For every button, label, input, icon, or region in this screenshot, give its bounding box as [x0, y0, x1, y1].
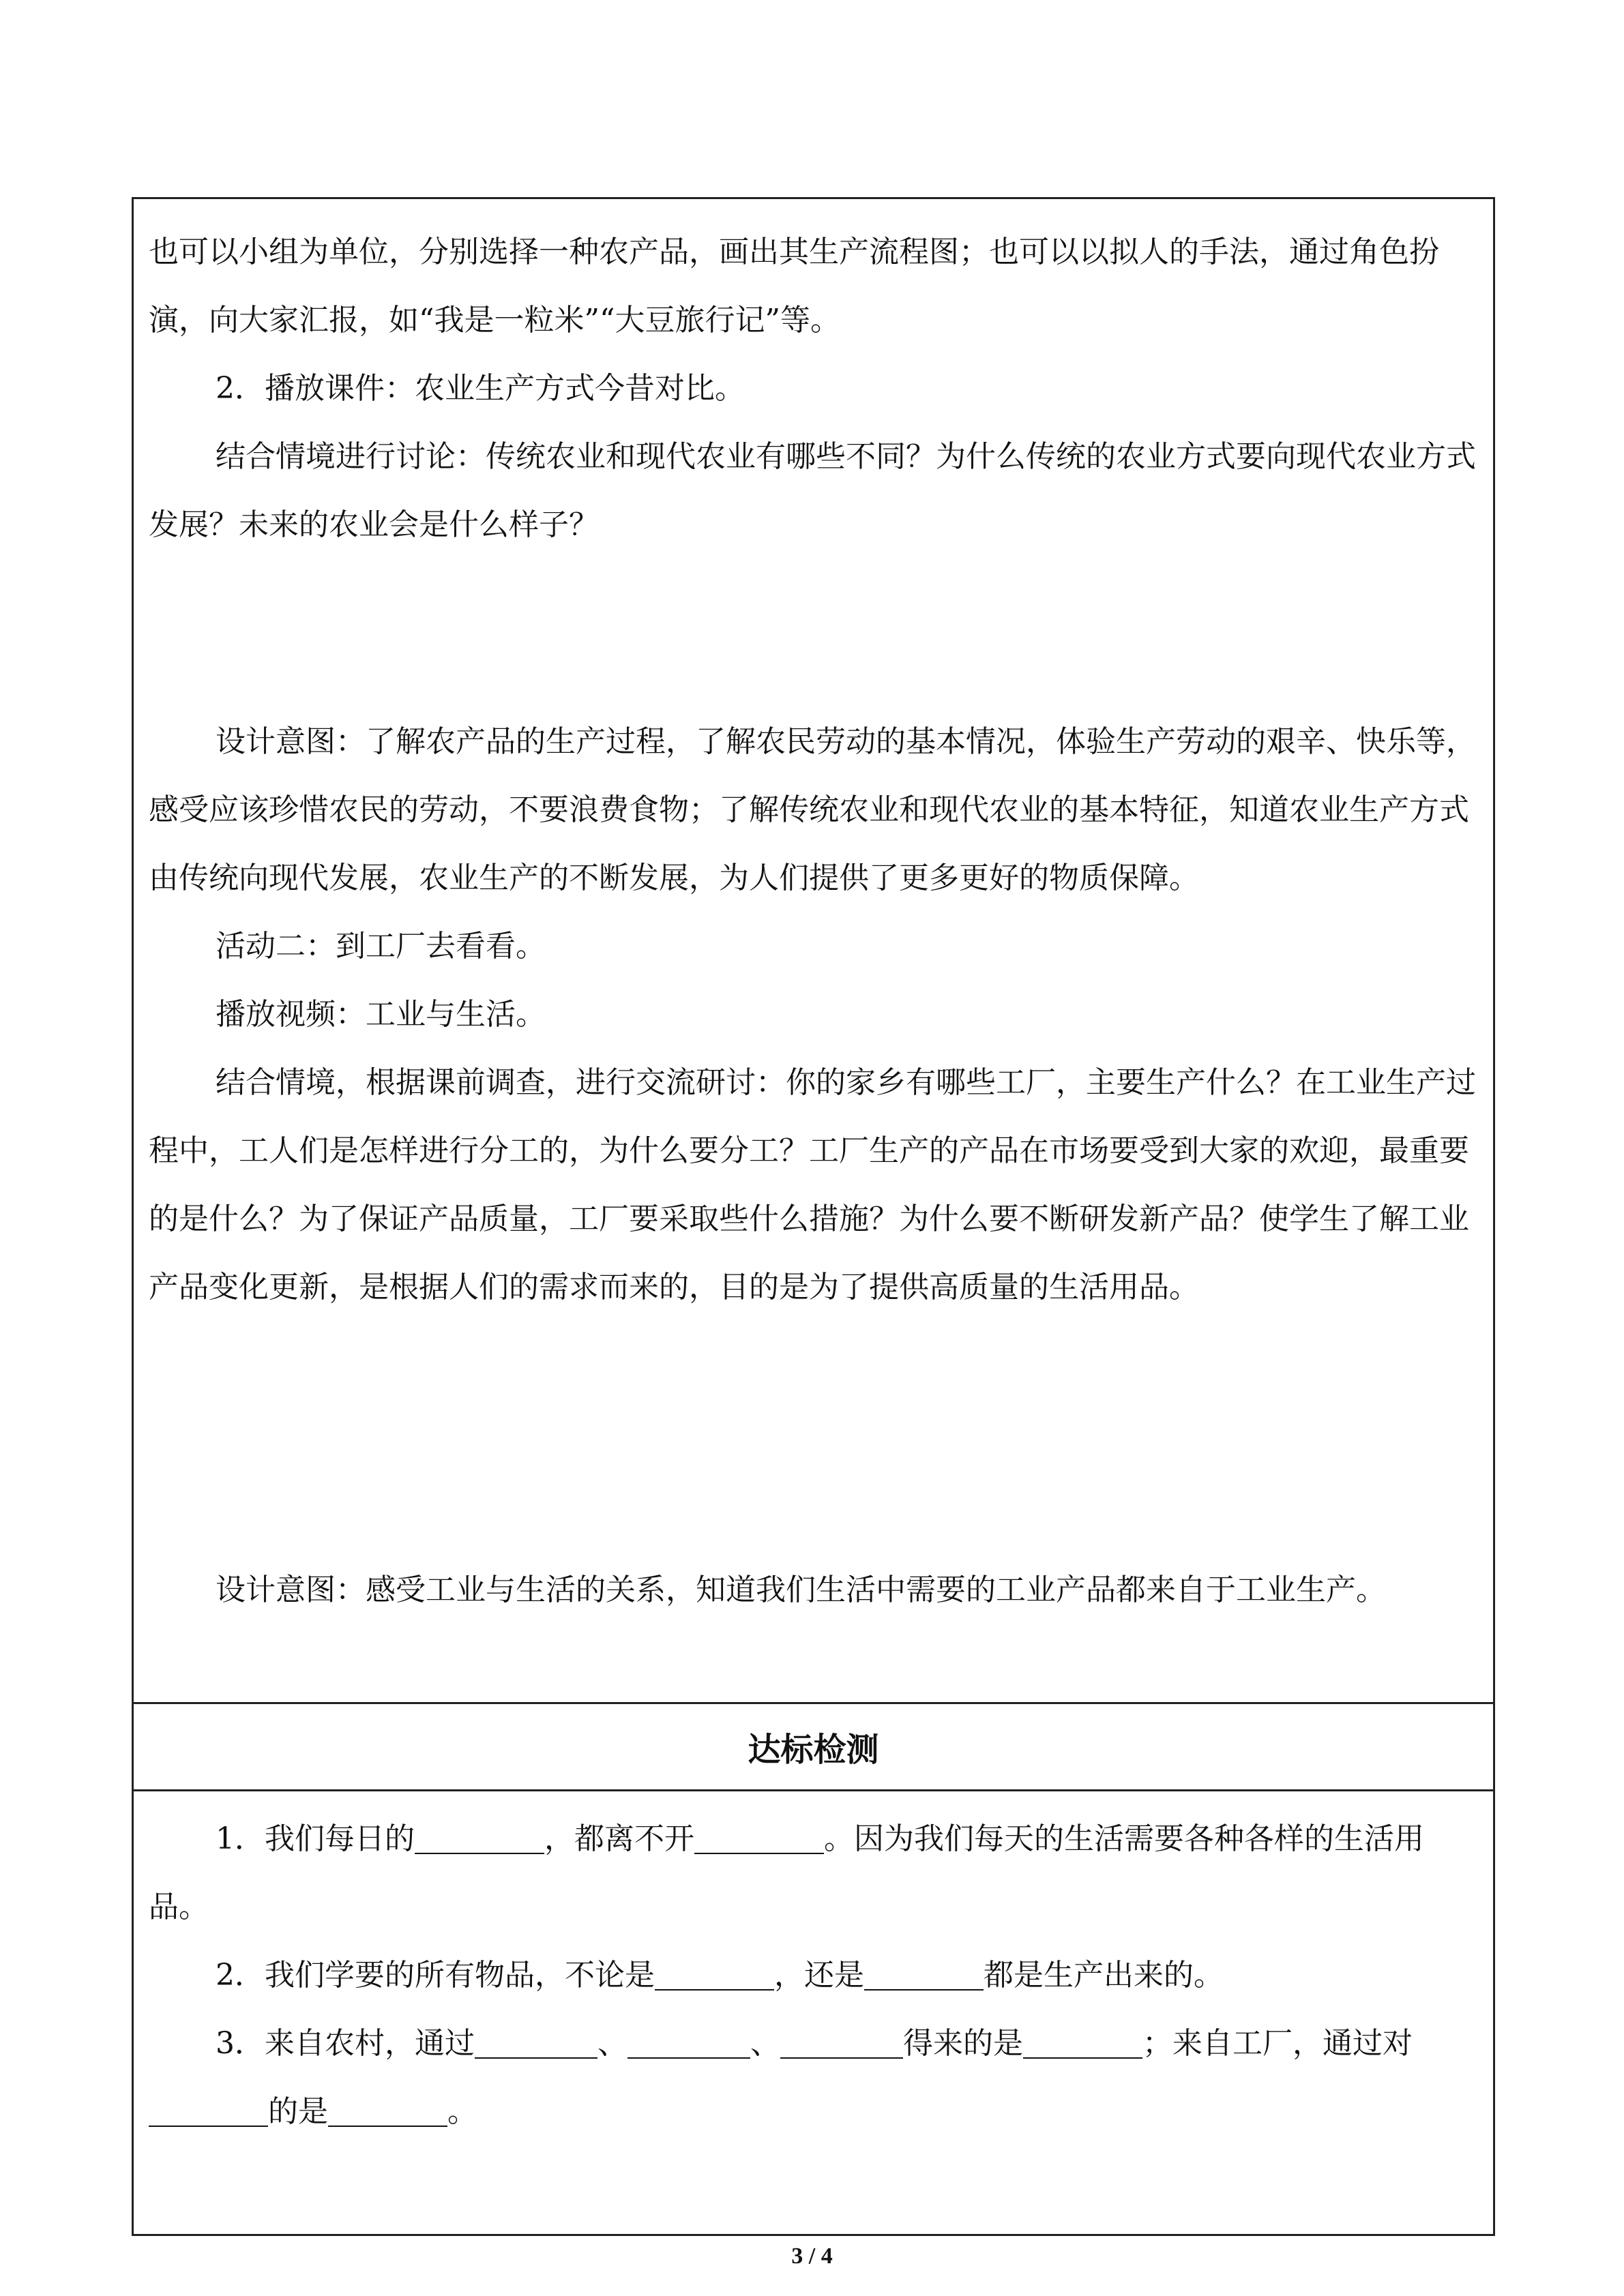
- paragraph: 也可以小组为单位，分别选择一种农产品，画出其生产流程图；也可以以拟人的手法，通过角色扮演，向大家汇报，如“我是一粒米”“大豆旅行记”等。: [149, 235, 1439, 338]
- answer-blank[interactable]: [149, 2091, 268, 2127]
- paragraph: 播放视频：工业与生活。: [216, 997, 546, 1032]
- paragraph: 结合情境，根据课前调查，进行交流研讨：你的家乡有哪些工厂，主要生产什么？在工业生产过程中，工人们是怎样进行分工的，为什么要分工？工厂生产的产品在市场要受到大家的欢迎，最重要的是什么？为了保证产品质量，工厂要采取些什么措施？为什么要不断研发新产品？使学生了解工业产品变化更新，是根据人们的需求而来的，目的是为了提供高质量的生活用品。: [149, 1065, 1476, 1304]
- answer-blank[interactable]: [415, 1819, 544, 1854]
- page-number: 3 / 4: [791, 2243, 833, 2269]
- quiz-question-2: 2．我们学要的所有物品，不论是 ，还是 都是生产出来的。: [149, 1941, 1478, 2010]
- paragraph: 活动二：到工厂去看看。: [216, 929, 546, 964]
- answer-blank[interactable]: [328, 2091, 447, 2127]
- quiz-question-1: 1．我们每日的 ，都离不开 。因为我们每天的生活需要各种各样的生活用品。: [149, 1805, 1478, 1941]
- answer-blank[interactable]: [1023, 2023, 1142, 2059]
- design-intent-paragraph: 设计意图：感受工业与生活的关系，知道我们生活中需要的工业产品都来自于工业生产。: [216, 1572, 1386, 1607]
- quiz-question-3: 3．来自农村，通过 、 、 得来的是 ；来自工厂，通过对的是 。: [149, 2010, 1478, 2146]
- answer-blank[interactable]: [864, 1955, 984, 1991]
- section-heading: 达标检测: [748, 1731, 879, 1769]
- design-intent-paragraph: 设计意图：了解农产品的生产过程，了解农民劳动的基本情况，体验生产劳动的艰辛、快乐等，感受应该珍惜农民的劳动，不要浪费食物；了解传统农业和现代农业的基本特征，知道农业生产方式由传统向现代发展，农业生产的不断发展，为人们提供了更多更好的物质保障。: [149, 724, 1476, 895]
- lesson-body: [134, 199, 1493, 1702]
- answer-blank[interactable]: [628, 2023, 750, 2059]
- paragraph: 结合情境进行讨论：传统农业和现代农业有哪些不同？为什么传统的农业方式要向现代农业方式发展？未来的农业会是什么样子？: [149, 439, 1476, 542]
- answer-blank[interactable]: [475, 2023, 597, 2059]
- answer-blank[interactable]: [780, 2023, 903, 2059]
- answer-blank[interactable]: [694, 1819, 824, 1854]
- paragraph: 2．播放课件：农业生产方式今昔对比。: [216, 371, 745, 406]
- answer-blank[interactable]: [655, 1955, 774, 1991]
- lesson-table: [132, 197, 1495, 2236]
- quiz-section: [134, 1791, 1493, 2146]
